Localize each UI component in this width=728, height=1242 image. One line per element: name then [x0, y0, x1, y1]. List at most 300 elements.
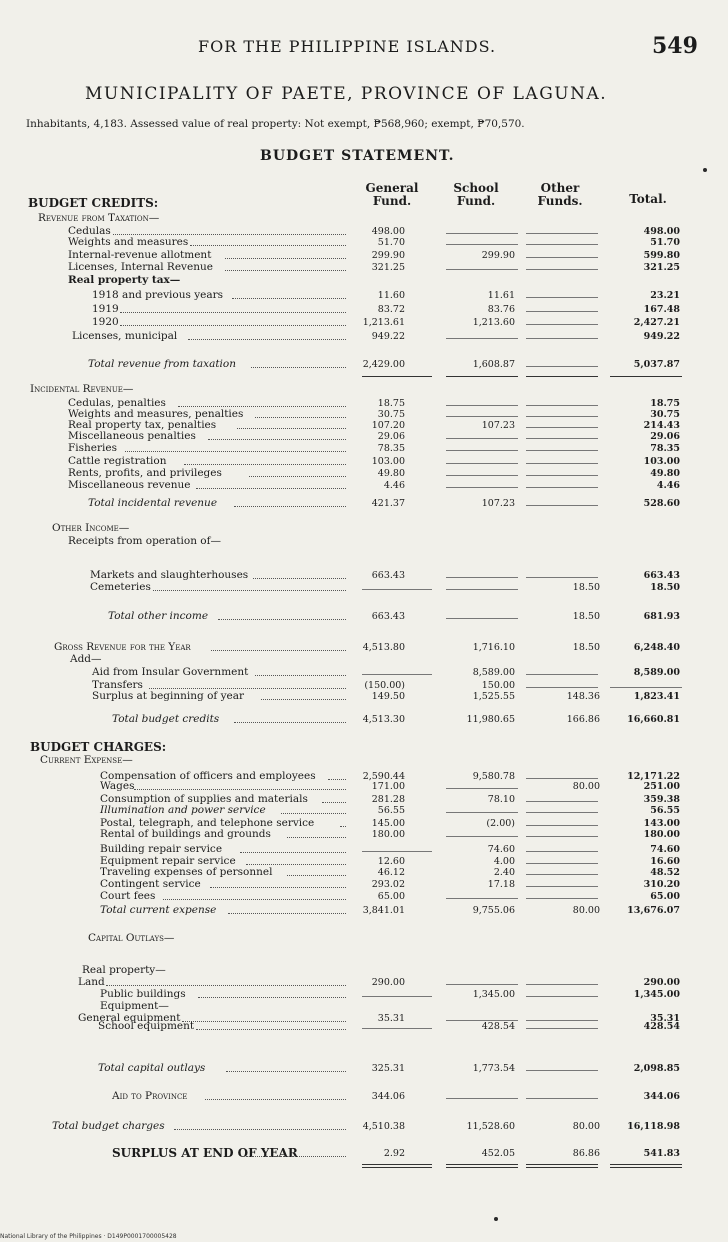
- leader-dots: [211, 642, 346, 651]
- cell-general: 107.20: [371, 420, 405, 431]
- budget-row: [0, 805, 728, 816]
- row-label: Other Income—: [52, 522, 130, 534]
- blank-cell-other: [526, 996, 598, 997]
- row-label: Rents, profits, and privileges: [68, 467, 222, 479]
- cell-general: 4,513.30: [362, 714, 405, 725]
- row-label: Licenses, Internal Revenue: [68, 261, 213, 273]
- leader-dots: [253, 570, 346, 579]
- cell-general: 11.60: [377, 290, 405, 301]
- cell-general: 35.31: [377, 1013, 405, 1024]
- column-header-total: Total.: [629, 192, 667, 206]
- cell-total: 78.35: [650, 443, 680, 454]
- budget-row: [0, 905, 728, 916]
- cell-total: 310.20: [643, 879, 680, 890]
- cell-total: 16,118.98: [627, 1121, 680, 1132]
- municipality-title: MUNICIPALITY OF PAETE, PROVINCE OF LAGUNA.: [85, 84, 608, 104]
- cell-school: 1,773.54: [472, 1063, 515, 1074]
- row-label: Cedulas, penalties: [68, 397, 166, 409]
- blank-cell-school: [446, 618, 518, 619]
- blank-cell-other: [526, 257, 598, 258]
- budget-row: [0, 742, 728, 753]
- budget-row: [0, 523, 728, 534]
- cell-other: 18.50: [572, 642, 600, 653]
- budget-row: [0, 1091, 728, 1102]
- row-label: Total current expense: [100, 904, 217, 916]
- column-rule: [526, 376, 598, 377]
- cell-general: 321.25: [371, 262, 405, 273]
- cell-school: 428.54: [481, 1021, 515, 1032]
- total-double-rule: [610, 1164, 682, 1168]
- blank-cell-other: [526, 674, 598, 675]
- row-label: Aid from Insular Government: [92, 666, 249, 678]
- running-head: FOR THE PHILIPPINE ISLANDS.: [198, 37, 497, 56]
- row-label: Equipment—: [100, 1000, 169, 1012]
- total-double-rule: [362, 1164, 432, 1168]
- cell-total: 214.43: [643, 420, 680, 431]
- cell-other: 80.00: [572, 1121, 600, 1132]
- budget-row: [0, 844, 728, 855]
- budget-row: [0, 317, 728, 328]
- cell-total: 29.06: [650, 431, 680, 442]
- cell-general: 46.12: [377, 867, 405, 878]
- cell-general: 325.31: [371, 1063, 405, 1074]
- cell-school: 1,608.87: [472, 359, 515, 370]
- row-label: Wages: [100, 780, 135, 792]
- cell-total: 428.54: [643, 1021, 680, 1032]
- statement-title: BUDGET STATEMENT.: [260, 148, 455, 164]
- row-label: Weights and measures: [68, 236, 189, 248]
- cell-school: 107.23: [481, 498, 515, 509]
- row-label: 1920: [92, 316, 119, 328]
- cell-general: 949.22: [371, 331, 405, 342]
- budget-row: [0, 237, 728, 248]
- row-label: Total revenue from taxation: [88, 358, 236, 370]
- cell-total: 13,676.07: [627, 905, 680, 916]
- cell-total: 251.00: [643, 781, 680, 792]
- leader-dots: [232, 290, 346, 299]
- blank-cell-school: [446, 338, 518, 339]
- cell-school: 11,528.60: [466, 1121, 515, 1132]
- row-label: Land: [78, 976, 105, 988]
- blank-cell-school: [446, 269, 518, 270]
- budget-row: [0, 1063, 728, 1074]
- blank-cell-school: [446, 233, 518, 234]
- cell-school: 8,589.00: [472, 667, 515, 678]
- row-label: Total budget credits: [112, 713, 220, 725]
- row-label: Current Expense—: [40, 754, 133, 766]
- total-double-rule: [446, 1164, 518, 1168]
- leader-dots: [218, 611, 346, 620]
- cell-total: 18.50: [650, 582, 680, 593]
- budget-row: [0, 879, 728, 890]
- leader-dots: [255, 409, 346, 418]
- budget-row: [0, 965, 728, 976]
- blank-cell-total: [610, 687, 682, 688]
- blank-cell-other: [526, 233, 598, 234]
- cell-total: 599.80: [643, 250, 680, 261]
- blank-cell-school: [446, 416, 518, 417]
- row-label: 1918 and previous years: [92, 289, 224, 301]
- blank-cell-school: [446, 788, 518, 789]
- leader-dots: [149, 680, 346, 689]
- budget-row: [0, 989, 728, 1000]
- row-label: Cattle registration: [68, 455, 167, 467]
- cell-general: 29.06: [377, 431, 405, 442]
- row-label: Total capital outlays: [98, 1062, 206, 1074]
- blank-cell-other: [526, 311, 598, 312]
- blank-cell-other: [526, 438, 598, 439]
- cell-total: 16.60: [650, 856, 680, 867]
- budget-row: [0, 654, 728, 665]
- budget-row: [0, 691, 728, 702]
- blank-cell-school: [446, 898, 518, 899]
- row-label: Miscellaneous penalties: [68, 430, 196, 442]
- cell-other: 148.36: [566, 691, 600, 702]
- cell-school: (2.00): [486, 818, 515, 829]
- cell-total: 16,660.81: [627, 714, 680, 725]
- row-label: Building repair service: [100, 843, 223, 855]
- row-label: Licenses, municipal: [72, 330, 178, 342]
- cell-total: 143.00: [643, 818, 680, 829]
- budget-row: [0, 781, 728, 792]
- row-label: Incidental Revenue—: [30, 383, 134, 395]
- print-speck: [703, 168, 707, 172]
- leader-dots: [234, 714, 346, 723]
- cell-school: 2.40: [493, 867, 515, 878]
- leader-dots: [205, 1091, 347, 1100]
- cell-school: 1,525.55: [472, 691, 515, 702]
- column-rule: [446, 376, 518, 377]
- leader-dots: [174, 1121, 346, 1130]
- leader-dots: [281, 805, 346, 814]
- cell-school: 107.23: [481, 420, 515, 431]
- column-header-other: Other Funds.: [537, 181, 583, 208]
- leader-dots: [249, 468, 346, 477]
- row-label: Total budget charges: [52, 1120, 165, 1132]
- leader-dots: [328, 771, 346, 780]
- cell-general: 171.00: [371, 781, 405, 792]
- cell-school: 150.00: [481, 680, 515, 691]
- row-label: Public buildings: [100, 988, 186, 1000]
- row-label: Aid to Province: [112, 1090, 188, 1102]
- cell-total: 48.52: [650, 867, 680, 878]
- budget-row: [0, 1148, 728, 1159]
- leader-dots: [228, 905, 346, 914]
- cell-general: 12.60: [377, 856, 405, 867]
- leader-dots: [153, 582, 346, 591]
- budget-row: [0, 867, 728, 878]
- blank-cell-other: [526, 269, 598, 270]
- blank-cell-other: [526, 366, 598, 367]
- print-speck: [494, 1217, 498, 1221]
- leader-dots: [188, 331, 346, 340]
- row-label: Revenue from Taxation—: [38, 212, 160, 224]
- cell-school: 74.60: [487, 844, 515, 855]
- leader-dots: [134, 781, 347, 790]
- row-label: Transfers: [92, 679, 143, 691]
- cell-general: 3,841.01: [362, 905, 405, 916]
- leader-dots: [322, 794, 346, 803]
- row-label: Gross Revenue for the Year: [54, 641, 191, 653]
- cell-general: 65.00: [377, 891, 405, 902]
- row-label: Rental of buildings and grounds: [100, 828, 271, 840]
- budget-row: [0, 933, 728, 944]
- row-label: Traveling expenses of personnel: [100, 866, 273, 878]
- blank-cell-other: [526, 836, 598, 837]
- budget-row: [0, 468, 728, 479]
- budget-row: [0, 384, 728, 395]
- blank-cell-school: [446, 244, 518, 245]
- cell-school: 9,580.78: [472, 771, 515, 782]
- cell-total: 321.25: [643, 262, 680, 273]
- budget-row: [0, 642, 728, 653]
- blank-cell-school: [446, 438, 518, 439]
- budget-row: [0, 456, 728, 467]
- budget-row: [0, 1021, 728, 1032]
- budget-row: [0, 262, 728, 273]
- cell-total: 528.60: [643, 498, 680, 509]
- blank-cell-other: [526, 825, 598, 826]
- budget-row: [0, 611, 728, 622]
- blank-cell-other: [526, 778, 598, 779]
- blank-cell-other: [526, 427, 598, 428]
- cell-total: 359.38: [643, 794, 680, 805]
- column-header-school: School Fund.: [453, 181, 499, 208]
- budget-row: [0, 582, 728, 593]
- cell-total: 56.55: [650, 805, 680, 816]
- cell-general: 663.43: [371, 611, 405, 622]
- budget-row: [0, 250, 728, 261]
- budget-row: [0, 213, 728, 224]
- cell-general: 4,510.38: [362, 1121, 405, 1132]
- row-label: Total other income: [108, 610, 209, 622]
- cell-general: 2,590.44: [362, 771, 405, 782]
- blank-cell-other: [526, 874, 598, 875]
- cell-general: 49.80: [377, 468, 405, 479]
- leader-dots: [237, 420, 346, 429]
- row-label: 1919: [92, 303, 119, 315]
- row-label: School equipment: [98, 1020, 195, 1032]
- leader-dots: [106, 977, 346, 986]
- blank-cell-general: [362, 589, 432, 590]
- budget-row: [0, 829, 728, 840]
- row-label: Postal, telegraph, and telephone service: [100, 817, 315, 829]
- cell-general: 663.43: [371, 570, 405, 581]
- leader-dots: [226, 1063, 346, 1072]
- blank-cell-school: [446, 450, 518, 451]
- cell-general: 56.55: [377, 805, 405, 816]
- leader-dots: [287, 867, 346, 876]
- cell-general: 2.92: [383, 1148, 405, 1159]
- blank-cell-other: [526, 475, 598, 476]
- cell-other: 86.86: [572, 1148, 600, 1159]
- cell-general: 4.46: [383, 480, 405, 491]
- cell-school: 11,980.65: [466, 714, 515, 725]
- blank-cell-general: [362, 1028, 432, 1029]
- leader-dots: [196, 480, 346, 489]
- cell-general: 78.35: [377, 443, 405, 454]
- cell-general: 498.00: [371, 226, 405, 237]
- footer-credit: National Library of the Philippines · D149P0001700005428: [0, 1233, 177, 1240]
- row-label: Equipment repair service: [100, 855, 236, 867]
- leader-dots: [246, 856, 346, 865]
- cell-total: 103.00: [643, 456, 680, 467]
- cell-total: 681.93: [643, 611, 680, 622]
- cell-total: 180.00: [643, 829, 680, 840]
- row-label: Court fees: [100, 890, 156, 902]
- budget-row: [0, 359, 728, 370]
- row-label: Real property—: [82, 964, 166, 976]
- blank-cell-school: [446, 405, 518, 406]
- row-label: Surplus at beginning of year: [92, 690, 245, 702]
- cell-general: 344.06: [371, 1091, 405, 1102]
- row-label: Markets and slaughterhouses: [90, 569, 249, 581]
- cell-general: 103.00: [371, 456, 405, 467]
- cell-general: 293.02: [371, 879, 405, 890]
- cell-total: 23.21: [650, 290, 680, 301]
- leader-dots: [113, 226, 346, 235]
- cell-general: 83.72: [377, 304, 405, 315]
- blank-cell-other: [526, 687, 598, 688]
- row-label: Cedulas: [68, 225, 111, 237]
- cell-general: 1,213.61: [362, 317, 405, 328]
- budget-row: [0, 714, 728, 725]
- cell-total: 1,823.41: [633, 691, 680, 702]
- leader-dots: [163, 891, 346, 900]
- leader-dots: [196, 1021, 346, 1030]
- blank-cell-other: [526, 487, 598, 488]
- cell-other: 80.00: [572, 781, 600, 792]
- row-label: Compensation of officers and employees: [100, 770, 316, 782]
- blank-cell-other: [526, 577, 598, 578]
- blank-cell-school: [446, 475, 518, 476]
- leader-dots: [178, 398, 346, 407]
- leader-dots: [208, 431, 346, 440]
- leader-dots: [198, 989, 346, 998]
- budget-row: [0, 331, 728, 342]
- blank-cell-other: [526, 244, 598, 245]
- blank-cell-school: [446, 487, 518, 488]
- cell-total: 167.48: [643, 304, 680, 315]
- cell-total: 8,589.00: [633, 667, 680, 678]
- row-label: Weights and measures, penalties: [68, 408, 244, 420]
- blank-cell-other: [526, 984, 598, 985]
- budget-row: [0, 667, 728, 678]
- cell-school: 4.00: [493, 856, 515, 867]
- cell-total: 949.22: [643, 331, 680, 342]
- budget-row: [0, 977, 728, 988]
- budget-row: [0, 570, 728, 581]
- cell-other: 18.50: [572, 582, 600, 593]
- total-double-rule: [526, 1164, 598, 1168]
- row-label: BUDGET CREDITS:: [28, 196, 159, 210]
- budget-row: [0, 431, 728, 442]
- cell-general: (150.00): [364, 680, 405, 691]
- cell-school: 83.76: [487, 304, 515, 315]
- blank-cell-school: [446, 589, 518, 590]
- cell-total: 18.75: [650, 398, 680, 409]
- column-rule: [610, 376, 682, 377]
- blank-cell-other: [526, 1098, 598, 1099]
- cell-general: 299.90: [371, 250, 405, 261]
- cell-total: 2,427.21: [633, 317, 680, 328]
- cell-general: 51.70: [377, 237, 405, 248]
- row-label: Real property tax—: [68, 274, 181, 286]
- cell-general: 30.75: [377, 409, 405, 420]
- cell-general: 281.28: [371, 794, 405, 805]
- blank-cell-school: [446, 1098, 518, 1099]
- leader-dots: [251, 359, 346, 368]
- cell-total: 4.46: [656, 480, 680, 491]
- leader-dots: [190, 237, 346, 246]
- cell-school: 17.18: [487, 879, 515, 890]
- blank-cell-other: [526, 1028, 598, 1029]
- blank-cell-other: [526, 338, 598, 339]
- budget-row: [0, 536, 728, 547]
- cell-other: 18.50: [572, 611, 600, 622]
- cell-total: 51.70: [650, 237, 680, 248]
- blank-cell-other: [526, 450, 598, 451]
- cell-total: 541.83: [643, 1148, 680, 1159]
- row-label: Fisheries: [68, 442, 117, 454]
- cell-general: 180.00: [371, 829, 405, 840]
- leader-dots: [255, 667, 346, 676]
- cell-total: 663.43: [643, 570, 680, 581]
- leader-dots: [120, 304, 346, 313]
- cell-general: 290.00: [371, 977, 405, 988]
- blank-cell-school: [446, 836, 518, 837]
- row-label: Add—: [70, 653, 102, 665]
- leader-dots: [287, 829, 346, 838]
- leader-dots: [120, 317, 346, 326]
- blank-cell-general: [362, 674, 432, 675]
- budget-row: [0, 891, 728, 902]
- cell-total: 6,248.40: [633, 642, 680, 653]
- leader-dots: [184, 456, 346, 465]
- cell-other: 80.00: [572, 905, 600, 916]
- budget-row: [0, 198, 728, 209]
- cell-general: 149.50: [371, 691, 405, 702]
- cell-total: 498.00: [643, 226, 680, 237]
- cell-general: 18.75: [377, 398, 405, 409]
- cell-other: 166.86: [566, 714, 600, 725]
- leader-dots: [210, 879, 346, 888]
- cell-total: 30.75: [650, 409, 680, 420]
- blank-cell-other: [526, 297, 598, 298]
- budget-row: [0, 275, 728, 286]
- blank-cell-other: [526, 463, 598, 464]
- cell-school: 1,716.10: [472, 642, 515, 653]
- row-label: Miscellaneous revenue: [68, 479, 191, 491]
- row-label: Capital Outlays—: [88, 932, 175, 944]
- inhabitants-line: Inhabitants, 4,183. Assessed value of real property: Not exempt, ₱568,960; exempt, ₱70,570.: [26, 118, 525, 130]
- blank-cell-school: [446, 812, 518, 813]
- leader-dots: [234, 498, 346, 507]
- cell-total: 344.06: [643, 1091, 680, 1102]
- row-label: Consumption of supplies and materials: [100, 793, 308, 805]
- cell-total: 1,345.00: [633, 989, 680, 1000]
- budget-row: [0, 1121, 728, 1132]
- blank-cell-school: [446, 577, 518, 578]
- budget-row: [0, 290, 728, 301]
- budget-row: [0, 443, 728, 454]
- blank-cell-school: [446, 984, 518, 985]
- leader-dots: [225, 250, 346, 259]
- cell-total: 49.80: [650, 468, 680, 479]
- cell-school: 1,345.00: [472, 989, 515, 1000]
- blank-cell-other: [526, 851, 598, 852]
- row-label: Illumination and power service: [100, 804, 266, 816]
